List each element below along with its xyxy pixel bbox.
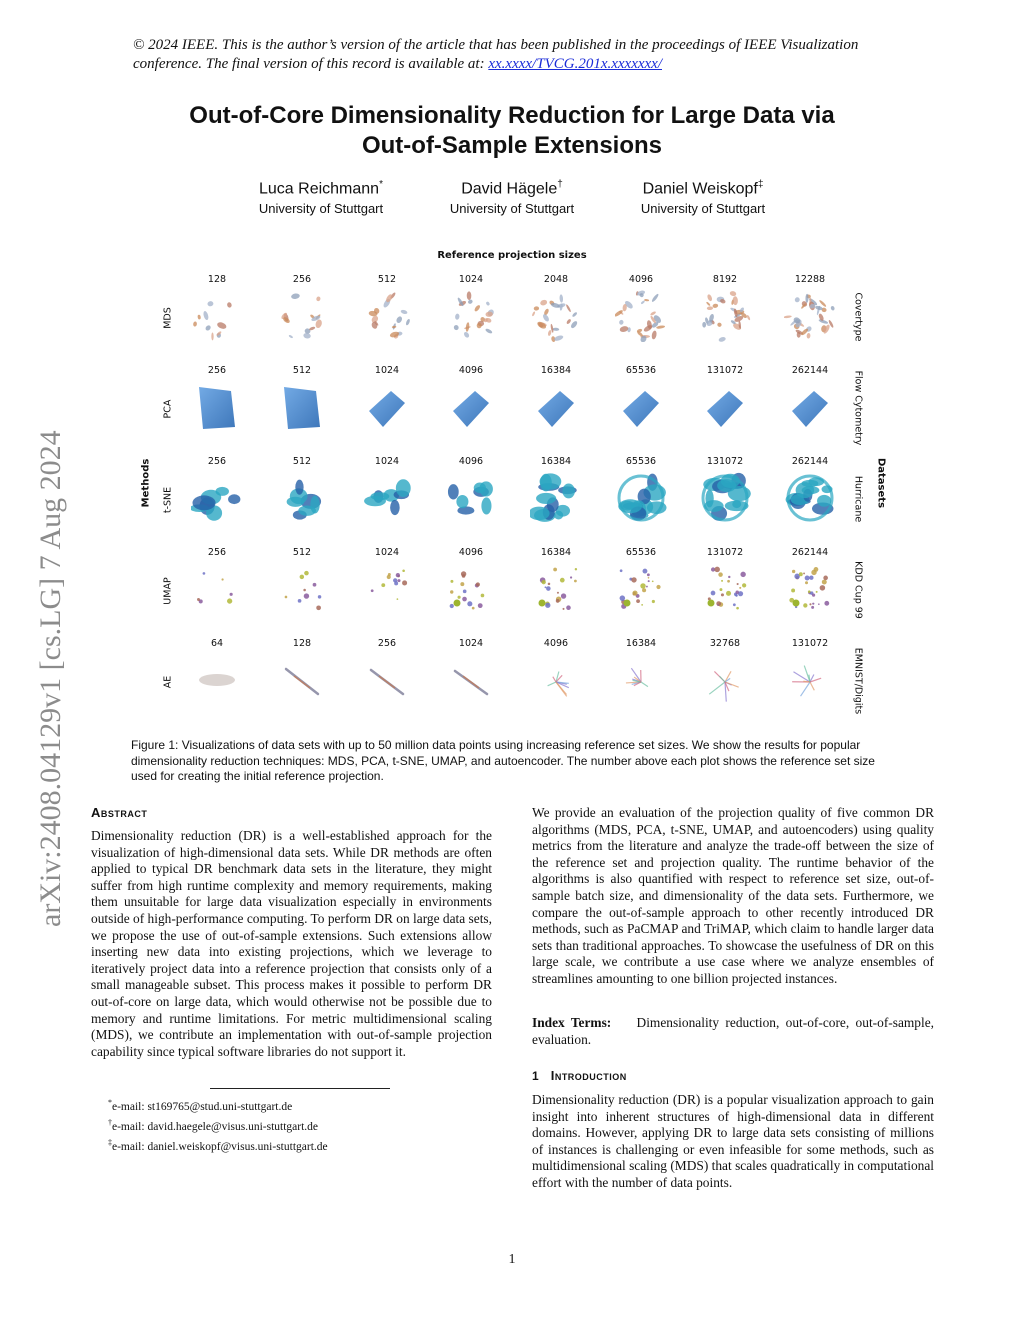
reference-size-label: 4096 — [628, 274, 654, 285]
projection-thumbnail — [276, 381, 328, 433]
author-affiliation: University of Stuttgart — [449, 201, 575, 217]
projection-thumbnail — [615, 472, 667, 524]
copyright-notice — [133, 36, 903, 74]
title-line-2: Out-of-Sample Extensions — [361, 132, 663, 159]
author-affiliation: University of Stuttgart — [258, 201, 384, 217]
reference-size-label: 131072 — [706, 365, 744, 376]
projection-thumbnail — [445, 654, 497, 706]
title-line-1: Out-of-Core Dimensionality Reduction for Large Data via — [189, 102, 835, 129]
projection-thumbnail — [191, 381, 243, 433]
dataset-label: Covertype — [852, 292, 864, 342]
reference-size-label: 4096 — [543, 638, 569, 649]
reference-size-label: 256 — [292, 274, 312, 285]
projection-thumbnail — [699, 472, 751, 524]
footnote-text: e-mail: david.haegele@visus.uni-stuttgart.de — [112, 1120, 319, 1133]
introduction-body: Dimensionality reduction (DR) is a popular visualization approach to gain insight into inherent structures of high-dimensional data in different domains. However, applying DR to large data sets consisting of millions of instances is challenging or even infeasible for some methods, such as multidimensional scaling (MDS) that scales quadratically in computational effort with the number of data points. — [532, 1092, 935, 1190]
projection-thumbnail — [615, 290, 667, 342]
abstract-heading: Abstract — [91, 805, 148, 820]
projection-thumbnail — [361, 381, 413, 433]
projection-thumbnail — [361, 563, 413, 615]
method-label: MDS — [162, 307, 174, 329]
projection-thumbnail — [530, 290, 582, 342]
abstract-body: Dimensionality reduction (DR) is a well-established approach for the visualization of high-dimensional data sets. While DR methods are often applied to typical DR benchmark data sets in the literature, they might suffer from high runtime complexity and memory requirements, making them unsuitable for large data visualization especially in environments outside of high-performance computing. To perform DR on large data sets, we propose the use of out-of-sample extensions. Such extensions allow inserting new data into existing projections, which we leverage to iteratively project data into a reference projection that consists only of a small manageable subset. This process makes it possible to perform DR out-of-core on large data, which would otherwise not be possible due to memory and runtime limitations. For metric multidimensional scaling (MDS), we contribute an implementation with out-of-sample projection capability since typical software libraries do not support it. — [91, 828, 492, 1059]
author-name: Luca Reichmann — [259, 180, 380, 198]
arxiv-stamp-text: arXiv:2408.04129v1 [cs.LG] 7 Aug 2024 — [34, 430, 67, 927]
reference-size-label: 512 — [292, 547, 312, 558]
method-label: UMAP — [162, 577, 174, 605]
arxiv-stamp — [8, 360, 72, 930]
paper-title — [0, 101, 1024, 161]
reference-size-label: 16384 — [540, 547, 572, 558]
footnote-2 — [108, 1115, 328, 1135]
projection-thumbnail — [191, 654, 243, 706]
author-mark: † — [557, 179, 563, 190]
reference-size-label: 4096 — [458, 365, 484, 376]
reference-size-label: 65536 — [625, 365, 657, 376]
projection-thumbnail — [191, 563, 243, 615]
author-affiliation: University of Stuttgart — [640, 201, 766, 217]
index-terms — [532, 1015, 934, 1048]
footnote-rule — [210, 1088, 390, 1089]
projection-thumbnail — [784, 381, 836, 433]
section-title: Introduction — [550, 1068, 627, 1083]
projection-thumbnail — [530, 381, 582, 433]
figure-caption: Figure 1: Visualizations of data sets with up to 50 million data points using increasing reference set sizes. We show the results for popular dimensionality reduction techniques: MDS, PCA, t-SNE, UMAP, and autoencoder. The number above each plot shows the reference set size used for creating the initial reference projection. — [131, 738, 875, 783]
projection-thumbnail — [445, 472, 497, 524]
projection-thumbnail — [361, 654, 413, 706]
footnotes — [108, 1095, 328, 1154]
reference-size-label: 64 — [210, 638, 224, 649]
projection-thumbnail — [276, 654, 328, 706]
author-name: Daniel Weiskopf — [642, 180, 758, 198]
projection-thumbnail — [784, 290, 836, 342]
reference-size-label: 65536 — [625, 456, 657, 467]
reference-size-label: 65536 — [625, 547, 657, 558]
reference-size-label: 131072 — [791, 638, 829, 649]
projection-thumbnail — [615, 563, 667, 615]
footnote-text: e-mail: st169765@stud.uni-stuttgart.de — [112, 1100, 293, 1113]
projection-thumbnail — [361, 472, 413, 524]
projection-thumbnail — [699, 290, 751, 342]
projection-thumbnail — [445, 290, 497, 342]
figure-top-label: Reference projection sizes — [437, 250, 587, 261]
datasets-axis-label: Datasets — [875, 457, 887, 509]
reference-size-label: 1024 — [374, 547, 400, 558]
dataset-label: Hurricane — [852, 475, 864, 523]
projection-thumbnail — [191, 290, 243, 342]
author-block-2 — [402, 175, 622, 219]
projection-thumbnail — [361, 290, 413, 342]
reference-size-label: 12288 — [794, 274, 826, 285]
reference-size-label: 1024 — [458, 274, 484, 285]
footnote-mark: * — [108, 1098, 112, 1107]
reference-size-label: 16384 — [540, 365, 572, 376]
section-number: 1 — [532, 1069, 540, 1083]
footnote-text: e-mail: daniel.weiskopf@visus.uni-stuttgart.de — [112, 1140, 328, 1153]
footnote-3 — [108, 1135, 328, 1155]
reference-size-label: 32768 — [709, 638, 741, 649]
projection-thumbnail — [699, 654, 751, 706]
reference-size-label: 131072 — [706, 547, 744, 558]
footnote-mark: † — [108, 1117, 112, 1127]
projection-thumbnail — [191, 472, 243, 524]
reference-size-label: 256 — [207, 547, 227, 558]
reference-size-label: 1024 — [374, 365, 400, 376]
reference-size-label: 128 — [292, 638, 312, 649]
reference-size-label: 256 — [207, 365, 227, 376]
reference-size-label: 4096 — [458, 456, 484, 467]
index-terms-label: Index Terms: — [532, 1015, 612, 1030]
reference-size-label: 1024 — [458, 638, 484, 649]
projection-thumbnail — [276, 563, 328, 615]
projection-thumbnail — [530, 472, 582, 524]
introduction-heading — [532, 1068, 627, 1083]
projection-thumbnail — [530, 654, 582, 706]
methods-axis-label: Methods — [140, 458, 152, 508]
reference-size-label: 256 — [207, 456, 227, 467]
projection-thumbnail — [784, 472, 836, 524]
dataset-label: Flow Cytometry — [852, 370, 864, 446]
reference-size-label: 4096 — [458, 547, 484, 558]
method-label: t-SNE — [162, 486, 174, 514]
reference-size-label: 256 — [377, 638, 397, 649]
projection-thumbnail — [445, 381, 497, 433]
reference-size-label: 8192 — [712, 274, 738, 285]
reference-size-label: 2048 — [543, 274, 569, 285]
footnote-mark: ‡ — [108, 1137, 112, 1147]
method-label: AE — [162, 675, 174, 689]
projection-thumbnail — [615, 381, 667, 433]
right-column-body: We provide an evaluation of the projection quality of five common DR algorithms (MDS, PCA, t-SNE, UMAP, and autoencoders) using quality metrics from the literature and analyze the trade-off between the size of the reference set and projection quality. The runtime behavior of the algorithms is also quantified with respect to reference set size, out-of-sample batch size, and dimensionality of the data sets. Furthermore, we compare the out-of-sample approach to other recently introduced DR methods, such as PaCMAP and TriMAP, which claim to handle larger data sets than traditional approaches. To showcase the usefulness of DR on this large scale, we contribute a use case where we analyze ensembles of streamlines amounting to one billion projected instances. — [532, 805, 934, 986]
reference-size-label: 128 — [207, 274, 227, 285]
page-number: 1 — [508, 1252, 516, 1267]
index-terms-text: Dimensionality reduction, out-of-core, out-of-sample, evaluation. — [532, 1015, 935, 1047]
reference-size-label: 262144 — [791, 365, 829, 376]
reference-size-label: 16384 — [540, 456, 572, 467]
author-mark: ‡ — [757, 179, 764, 190]
projection-thumbnail — [445, 563, 497, 615]
reference-size-label: 16384 — [625, 638, 657, 649]
method-label: PCA — [162, 399, 174, 419]
doi-link[interactable]: xx.xxxx/TVCG.201x.xxxxxxx/ — [488, 56, 662, 72]
projection-thumbnail — [699, 381, 751, 433]
author-name: David Hägele — [461, 180, 558, 198]
author-block-1 — [211, 175, 431, 219]
reference-size-label: 512 — [292, 456, 312, 467]
footnote-1 — [108, 1095, 328, 1115]
projection-thumbnail — [530, 563, 582, 615]
author-block-3 — [593, 175, 813, 219]
author-mark: * — [379, 179, 383, 190]
reference-size-label: 262144 — [791, 547, 829, 558]
projection-thumbnail — [276, 472, 328, 524]
projection-thumbnail — [699, 563, 751, 615]
projection-thumbnail — [784, 563, 836, 615]
reference-size-label: 131072 — [706, 456, 744, 467]
projection-thumbnail — [615, 654, 667, 706]
reference-size-label: 1024 — [374, 456, 400, 467]
reference-size-label: 512 — [377, 274, 397, 285]
reference-size-label: 512 — [292, 365, 312, 376]
projection-thumbnail — [276, 290, 328, 342]
dataset-label: KDD Cup 99 — [852, 561, 864, 619]
reference-size-label: 262144 — [791, 456, 829, 467]
projection-thumbnail — [784, 654, 836, 706]
dataset-label: EMNIST/Digits — [852, 647, 864, 715]
copyright-text: © 2024 IEEE. This is the author’s version of the article that has been published in the proceedings of IEEE Visualization conference. The final version of this record is available at: — [133, 37, 859, 72]
